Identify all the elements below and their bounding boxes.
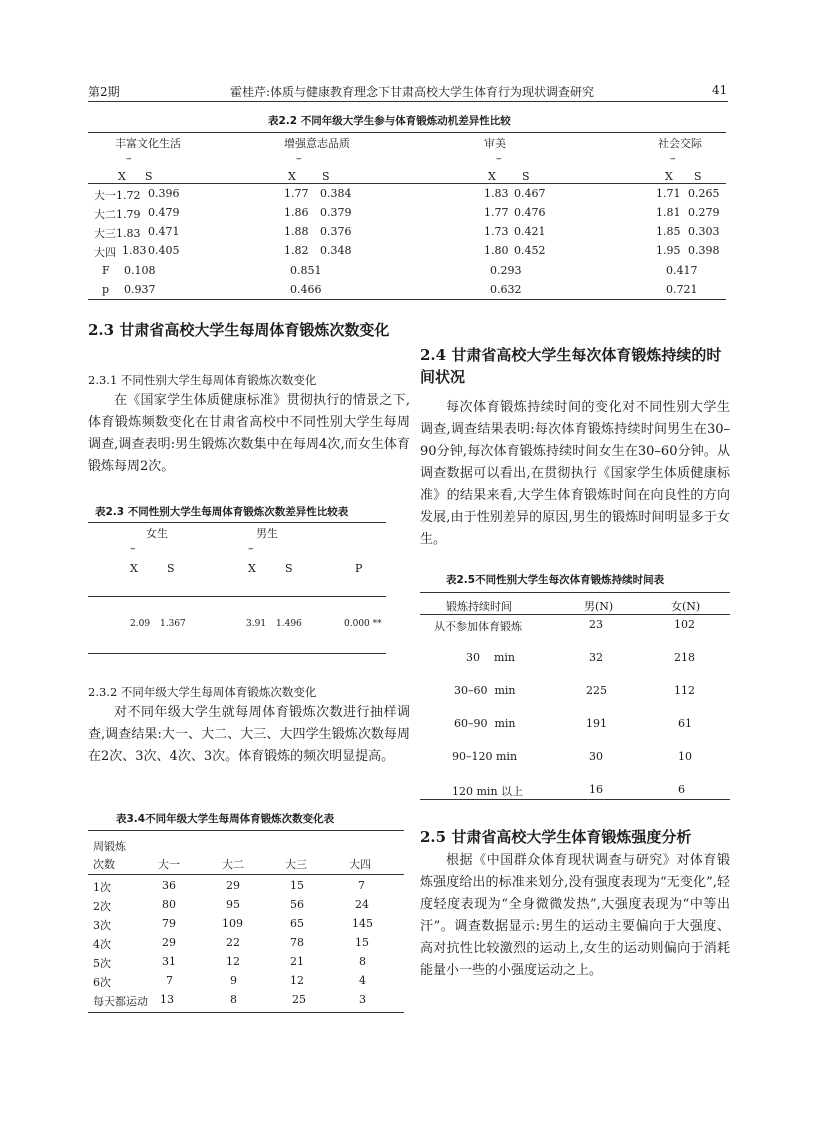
table-cell: 0.398 [688,244,720,257]
section-heading-2-4: 2.4 甘肃省高校大学生每次体育锻炼持续的时间状况 [420,346,722,386]
column-header-x: X [118,170,126,183]
column-header-p: P [355,562,363,575]
row-label: 6次 [93,976,111,989]
paragraph: 根据《中国群众体育现状调查与研究》对体育锻炼强度给出的标准来划分,没有强度表现为“无变化”,轻度轻度表现为“全身微微发热”,大强度表现为“中等出汗”。调查数据显示:男生的运动主要偏向于大强度、高对抗性比较激烈的运动上,女生的运动则偏向于消耗能量小一些的小强度运动之上。 [420,853,730,978]
p-value: 0.937 [124,283,156,296]
table-cell: 0.279 [688,206,720,219]
section-heading-2-3: 2.3 甘肃省高校大学生每周体育锻炼次数变化 [88,321,390,339]
table-rule [88,653,386,654]
column-header-s: S [694,170,702,183]
table-cell: 1.83 [484,187,509,200]
table-rule [88,183,726,184]
table-cell: 0.348 [320,244,352,257]
table-rule [88,1012,404,1013]
row-label: 90–120 min [452,750,518,763]
table-cell: 1.85 [656,225,681,238]
table-rule [420,592,730,593]
table-cell: 22 [226,936,240,949]
column-header: 大四 [349,858,371,871]
column-header-x: X [248,562,256,575]
p-value: 0.632 [490,283,522,296]
table-cell: 3.91 [246,619,267,629]
column-group-header: 男生 [256,527,278,540]
table-cell: 1.83 [122,244,147,257]
table-cell: 7 [166,974,173,987]
row-label: 2次 [93,900,111,913]
row-label: 从不参加体育锻炼 [434,620,522,633]
paragraph: 每次体育锻炼持续时间的变化对不同性别大学生调查,调查结果表明:每次体育锻炼持续时间男生在30–90分钟,每次体育锻炼持续时间女生在30–60分钟。从调查数据可以看出,在贯彻执行《国家学生体质健康标准》的结果来看,大学生体育锻炼时间在向良性的方向发展,由于性别差异的原因,男生的锻炼时间明显多于女生。 [420,400,730,547]
table-cell: 0.421 [514,225,546,238]
table-2-3-caption: 表2.3 不同性别大学生每周体育锻炼次数差异性比较表 [95,506,349,518]
mean-bar: – [296,152,302,165]
table-rule [88,132,726,133]
mean-bar: – [126,152,132,165]
table-cell: 0.467 [514,187,546,200]
table-cell: 1.77 [484,206,509,219]
table-cell: 8 [230,993,237,1006]
table-cell: 3 [359,993,366,1006]
table-rule [88,596,386,597]
table-cell: 0.476 [514,206,546,219]
table-cell: 0.000 ** [344,619,382,629]
page-number: 41 [712,83,728,97]
column-header: 大一 [158,858,180,871]
table-cell: 1.86 [284,206,309,219]
table-cell: 0.452 [514,244,546,257]
row-label: 每天都运动 [93,995,148,1008]
table-cell: 95 [226,898,240,911]
table-cell: 1.95 [656,244,681,257]
table-cell: 2.09 [130,619,151,629]
subsection-heading-2-3-1: 2.3.1 不同性别大学生每周体育锻炼次数变化 [88,373,317,387]
table-cell: 218 [674,651,695,664]
column-header-x: X [288,170,296,183]
table-cell: 61 [678,717,692,730]
table-rule [88,299,726,300]
table-cell: 7 [358,879,365,892]
table-cell: 109 [222,917,243,930]
table-cell: 15 [290,879,304,892]
table-3-4-caption: 表3.4不同年级大学生每周体育锻炼次数变化表 [116,813,335,825]
column-header: 女(N) [671,600,701,613]
row-label: 大一1.72 [94,189,141,202]
table-cell: 12 [290,974,304,987]
column-group-header: 审美 [484,137,506,150]
column-header-s: S [522,170,530,183]
table-cell: 1.73 [484,225,509,238]
column-header-s: S [167,562,175,575]
f-value: 0.417 [666,264,698,277]
table-cell: 6 [678,783,685,796]
table-cell: 32 [589,651,603,664]
table-cell: 79 [162,917,176,930]
column-header-frequency: 次数 [93,858,115,871]
table-rule [88,522,386,523]
table-cell: 30 [589,750,603,763]
row-label: 3次 [93,919,111,932]
table-cell: 1.367 [160,619,186,629]
column-group-header: 社会交际 [658,137,702,150]
table-cell: 9 [230,974,237,987]
p-value: 0.466 [290,283,322,296]
table-cell: 15 [355,936,369,949]
table-cell: 29 [226,879,240,892]
paragraph: 对不同年级大学生就每周体育锻炼次数进行抽样调查,调查结果:大一、大二、大三、大四学生锻炼次数每周在2次、3次、4次、3次。体育锻炼的频次明显提高。 [88,705,410,764]
table-cell: 4 [359,974,366,987]
table-cell: 21 [290,955,304,968]
row-label: 1次 [93,881,111,894]
table-cell: 10 [678,750,692,763]
table-cell: 36 [162,879,176,892]
table-cell: 0.471 [148,225,180,238]
table-cell: 112 [674,684,695,697]
p-label: p [102,283,110,296]
mean-bar: – [248,542,254,555]
table-cell: 225 [586,684,607,697]
column-header: 锻炼持续时间 [446,600,512,613]
table-cell: 1.77 [284,187,309,200]
subsection-heading-2-3-2: 2.3.2 不同年级大学生每周体育锻炼次数变化 [88,685,317,699]
row-label: 大四 [94,246,116,259]
table-cell: 102 [674,618,695,631]
column-group-header: 增强意志品质 [284,137,350,150]
table-cell: 25 [292,993,306,1006]
table-cell: 29 [162,936,176,949]
p-value: 0.721 [666,283,698,296]
row-label: 30–60 min [454,684,516,697]
table-cell: 78 [290,936,304,949]
table-cell: 56 [290,898,304,911]
column-group-header: 女生 [146,527,168,540]
column-header-x: X [665,170,673,183]
header-rule [88,101,728,102]
column-group-header: 丰富文化生活 [115,137,181,150]
paragraph: 在《国家学生体质健康标准》贯彻执行的情景之下,体育锻炼频数变化在甘肃省高校中不同性别大学生每周调查,调查表明:男生锻炼次数集中在每周4次,而女生体育锻炼每周2次。 [88,393,410,474]
running-title: 霍桂芹:体质与健康教育理念下甘肃高校大学生体育行为现状调查研究 [230,85,595,99]
column-header-s: S [145,170,153,183]
table-cell: 0.384 [320,187,352,200]
table-rule [420,799,730,800]
f-label: F [102,264,110,277]
row-label: 60–90 min [454,717,516,730]
table-cell: 0.405 [148,244,180,257]
table-cell: 1.81 [656,206,681,219]
column-header: 大二 [222,858,244,871]
table-rule [88,874,404,875]
f-value: 0.108 [124,264,156,277]
table-cell: 1.88 [284,225,309,238]
table-cell: 0.396 [148,187,180,200]
table-cell: 1.82 [284,244,309,257]
column-header-s: S [322,170,330,183]
row-label: 120 min 以上 [452,785,524,798]
table-cell: 191 [586,717,607,730]
row-label: 5次 [93,957,111,970]
table-cell: 0.479 [148,206,180,219]
mean-bar: – [496,152,502,165]
table-cell: 13 [160,993,174,1006]
row-label: 4次 [93,938,111,951]
table-cell: 1.80 [484,244,509,257]
table-cell: 31 [162,955,176,968]
table-cell: 12 [226,955,240,968]
issue-number: 第2期 [88,85,120,99]
table-cell: 0.303 [688,225,720,238]
table-rule [88,830,404,831]
table-cell: 1.71 [656,187,681,200]
table-cell: 0.265 [688,187,720,200]
table-cell: 0.376 [320,225,352,238]
table-cell: 65 [290,917,304,930]
table-cell: 16 [589,783,603,796]
table-cell: 8 [359,955,366,968]
row-label: 大三1.83 [94,227,141,240]
table-rule [420,614,730,615]
column-header-x: X [130,562,138,575]
f-value: 0.293 [490,264,522,277]
mean-bar: – [130,542,136,555]
column-header: 大三 [285,858,307,871]
table-cell: 23 [589,618,603,631]
table-cell: 1.496 [276,619,302,629]
f-value: 0.851 [290,264,322,277]
column-header-s: S [285,562,293,575]
row-label: 30 min [466,651,516,664]
row-label: 大二1.79 [94,208,141,221]
column-header-frequency: 周锻炼 [93,840,126,853]
table-2-2-caption: 表2.2 不同年级大学生参与体育锻炼动机差异性比较 [268,115,511,127]
table-cell: 0.379 [320,206,352,219]
table-cell: 145 [352,917,373,930]
column-header-x: X [488,170,496,183]
table-cell: 80 [162,898,176,911]
section-heading-2-5: 2.5 甘肃省高校大学生体育锻炼强度分析 [420,828,692,846]
mean-bar: – [670,152,676,165]
table-2-5-caption: 表2.5不同性别大学生每次体育锻炼持续时间表 [446,574,665,586]
column-header: 男(N) [584,600,614,613]
table-cell: 24 [355,898,369,911]
